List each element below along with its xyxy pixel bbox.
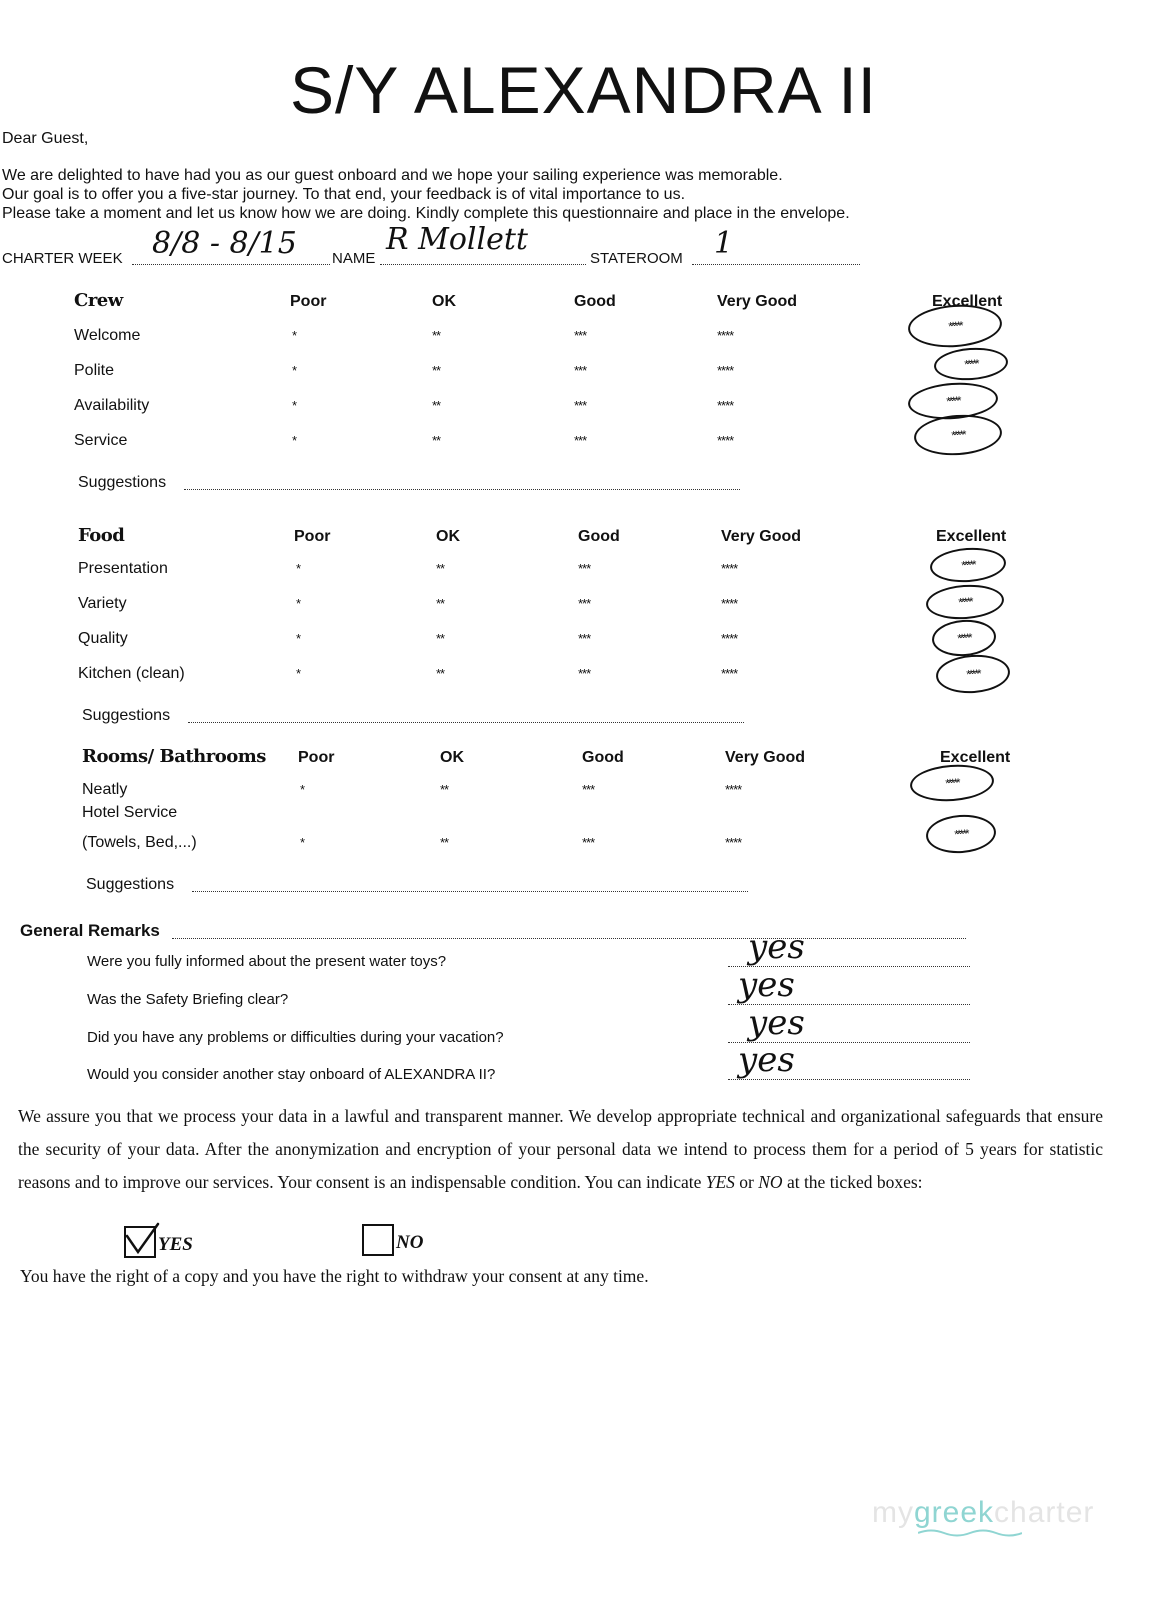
section-title: Rooms/ Bathrooms: [82, 746, 266, 767]
consent-no-checkbox[interactable]: [362, 1224, 394, 1256]
rating-option[interactable]: ****: [721, 561, 738, 576]
consent-text-end: at the ticked boxes:: [782, 1172, 923, 1192]
rating-column-header: Poor: [294, 528, 331, 545]
suggestions-line[interactable]: [184, 489, 740, 490]
greeting: Dear Guest,: [2, 130, 89, 147]
stateroom-value[interactable]: 1: [714, 226, 734, 261]
rating-option[interactable]: ***: [582, 782, 595, 797]
rating-option-selected[interactable]: *****: [931, 618, 997, 658]
rating-row-label: Polite: [74, 362, 115, 379]
rating-option[interactable]: **: [432, 433, 441, 448]
consent-no-label: NO: [396, 1232, 424, 1253]
guest-info-row: [2, 222, 882, 270]
rating-option[interactable]: *: [292, 363, 297, 378]
rating-option-selected[interactable]: *****: [929, 545, 1007, 584]
rating-row-label: Presentation: [78, 560, 168, 577]
rating-option[interactable]: **: [436, 596, 445, 611]
rating-row-label: Welcome: [74, 327, 141, 344]
remark-answer[interactable]: yes: [748, 927, 805, 967]
consent-no-word: NO: [758, 1172, 783, 1192]
rating-option[interactable]: **: [440, 835, 449, 850]
rating-option-selected[interactable]: *****: [913, 412, 1004, 458]
section-title: Food: [78, 525, 125, 546]
rating-option[interactable]: ***: [582, 835, 595, 850]
rating-option[interactable]: **: [436, 631, 445, 646]
consent-yes-label: YES: [158, 1234, 193, 1255]
remark-answer[interactable]: yes: [738, 1040, 795, 1080]
rating-option[interactable]: ***: [574, 398, 587, 413]
rating-column-header: Excellent: [940, 749, 1011, 766]
rating-option[interactable]: *: [296, 596, 301, 611]
rating-row-label: (Towels, Bed,...): [82, 834, 197, 851]
rating-column-header: Excellent: [932, 293, 1003, 310]
rating-row-label: Availability: [74, 397, 150, 414]
remark-question: Were you fully informed about the present water toys?: [87, 953, 447, 970]
remark-answer[interactable]: yes: [738, 965, 795, 1005]
rating-option[interactable]: ***: [578, 596, 591, 611]
rating-option[interactable]: **: [432, 398, 441, 413]
section-title: Crew: [74, 290, 123, 311]
charter-week-value[interactable]: 8/8 - 8/15: [152, 226, 297, 261]
rating-option[interactable]: ****: [717, 328, 734, 343]
rating-option[interactable]: *: [296, 561, 301, 576]
rating-option[interactable]: ****: [721, 631, 738, 646]
rating-option[interactable]: ***: [578, 666, 591, 681]
rating-option[interactable]: ***: [574, 363, 587, 378]
watermark-logo: [872, 1496, 1094, 1530]
remark-answer[interactable]: yes: [748, 1003, 805, 1043]
document-title: S/Y ALEXANDRA II: [289, 53, 878, 127]
rating-option[interactable]: **: [436, 666, 445, 681]
rating-column-header: Good: [574, 293, 616, 310]
consent-footer: You have the right of a copy and you have the right to withdraw your consent at any time.: [20, 1266, 649, 1286]
rating-option[interactable]: ***: [578, 631, 591, 646]
rating-option-selected[interactable]: *****: [925, 582, 1005, 621]
intro-line-2: Our goal is to offer you a five-star journey. To that end, your feedback is of vital importance to us.: [2, 186, 686, 203]
rating-column-header: Poor: [290, 293, 327, 310]
suggestions-label: Suggestions: [86, 876, 175, 893]
suggestions-line[interactable]: [188, 722, 744, 723]
rating-option[interactable]: **: [432, 328, 441, 343]
rating-option-selected[interactable]: *****: [933, 345, 1009, 382]
suggestions-line[interactable]: [192, 891, 748, 892]
rating-option[interactable]: *: [300, 835, 305, 850]
rating-option[interactable]: *: [296, 666, 301, 681]
rating-option[interactable]: ****: [725, 835, 742, 850]
watermark-left: my: [872, 1496, 914, 1529]
general-remarks-label: General Remarks: [20, 921, 160, 940]
rating-option[interactable]: *: [292, 433, 297, 448]
rating-row-label: Kitchen (clean): [78, 665, 185, 682]
rating-row-label: Quality: [78, 630, 128, 647]
rating-column-header: Good: [582, 749, 624, 766]
rating-row-label: Service: [74, 432, 128, 449]
stateroom-label: STATEROOM: [590, 250, 683, 267]
rating-option[interactable]: ****: [717, 433, 734, 448]
rating-row-label: Variety: [78, 595, 127, 612]
rating-option[interactable]: *: [296, 631, 301, 646]
rating-option-selected[interactable]: *****: [925, 813, 997, 856]
rating-column-header: Very Good: [717, 293, 798, 310]
rating-row-label: Hotel Service: [82, 804, 178, 821]
suggestions-label: Suggestions: [78, 474, 167, 491]
rating-option[interactable]: ****: [725, 782, 742, 797]
rating-option-selected[interactable]: *****: [907, 302, 1004, 350]
remark-question: Would you consider another stay onboard of ALEXANDRA II?: [87, 1066, 496, 1083]
rating-option[interactable]: **: [440, 782, 449, 797]
rating-column-header: OK: [436, 528, 460, 545]
rating-option-selected[interactable]: *****: [907, 380, 999, 422]
rating-column-header: OK: [440, 749, 464, 766]
rating-option[interactable]: **: [436, 561, 445, 576]
rating-column-header: Excellent: [936, 528, 1007, 545]
remark-question: Was the Safety Briefing clear?: [87, 991, 289, 1008]
rating-row-label: Neatly: [82, 781, 128, 798]
suggestions-label: Suggestions: [82, 707, 171, 724]
rating-option[interactable]: ****: [717, 398, 734, 413]
watermark-wave-icon: [918, 1528, 1022, 1538]
watermark-right: charter: [994, 1496, 1095, 1529]
rating-option[interactable]: **: [432, 363, 441, 378]
intro-line-1: We are delighted to have had you as our guest onboard and we hope your sailing experience was memorable.: [2, 167, 783, 184]
rating-column-header: Poor: [298, 749, 335, 766]
name-value[interactable]: R Mollett: [386, 222, 528, 257]
rating-option[interactable]: ***: [574, 433, 587, 448]
rating-option[interactable]: ***: [578, 561, 591, 576]
charter-week-label: CHARTER WEEK: [2, 250, 123, 267]
rating-option[interactable]: *: [292, 328, 297, 343]
consent-or-word: or: [734, 1172, 759, 1192]
rating-option-selected[interactable]: *****: [935, 652, 1011, 695]
rating-option[interactable]: ***: [574, 328, 587, 343]
rating-option[interactable]: ****: [717, 363, 734, 378]
rating-option[interactable]: *: [300, 782, 305, 797]
rating-option[interactable]: ****: [721, 596, 738, 611]
intro-line-3: Please take a moment and let us know how we are doing. Kindly complete this questionnaire and place in the envelope.: [2, 205, 850, 222]
consent-text-body: We assure you that we process your data in a lawful and transparent manner. We develop appropriate technical and organizational safeguards that ensure the security of your data. After the anonymization and encryption of your personal data we intend to process them for a period of 5 years for statistic reasons and to improve our services. Your consent is an indispensable condition. You can indicate: [18, 1106, 1103, 1192]
consent-text: [18, 1100, 1103, 1199]
consent-yes-word: YES: [705, 1172, 735, 1192]
consent-yes-checkbox[interactable]: [124, 1226, 156, 1258]
watermark-mid: greek: [914, 1496, 995, 1529]
rating-column-header: Very Good: [721, 528, 802, 545]
rating-column-header: OK: [432, 293, 456, 310]
rating-option[interactable]: *: [292, 398, 297, 413]
remark-question: Did you have any problems or difficulties during your vacation?: [87, 1029, 504, 1046]
rating-column-header: Very Good: [725, 749, 806, 766]
rating-option[interactable]: ****: [721, 666, 738, 681]
rating-column-header: Good: [578, 528, 620, 545]
rating-option-selected[interactable]: *****: [909, 762, 995, 804]
name-label: NAME: [332, 250, 376, 267]
